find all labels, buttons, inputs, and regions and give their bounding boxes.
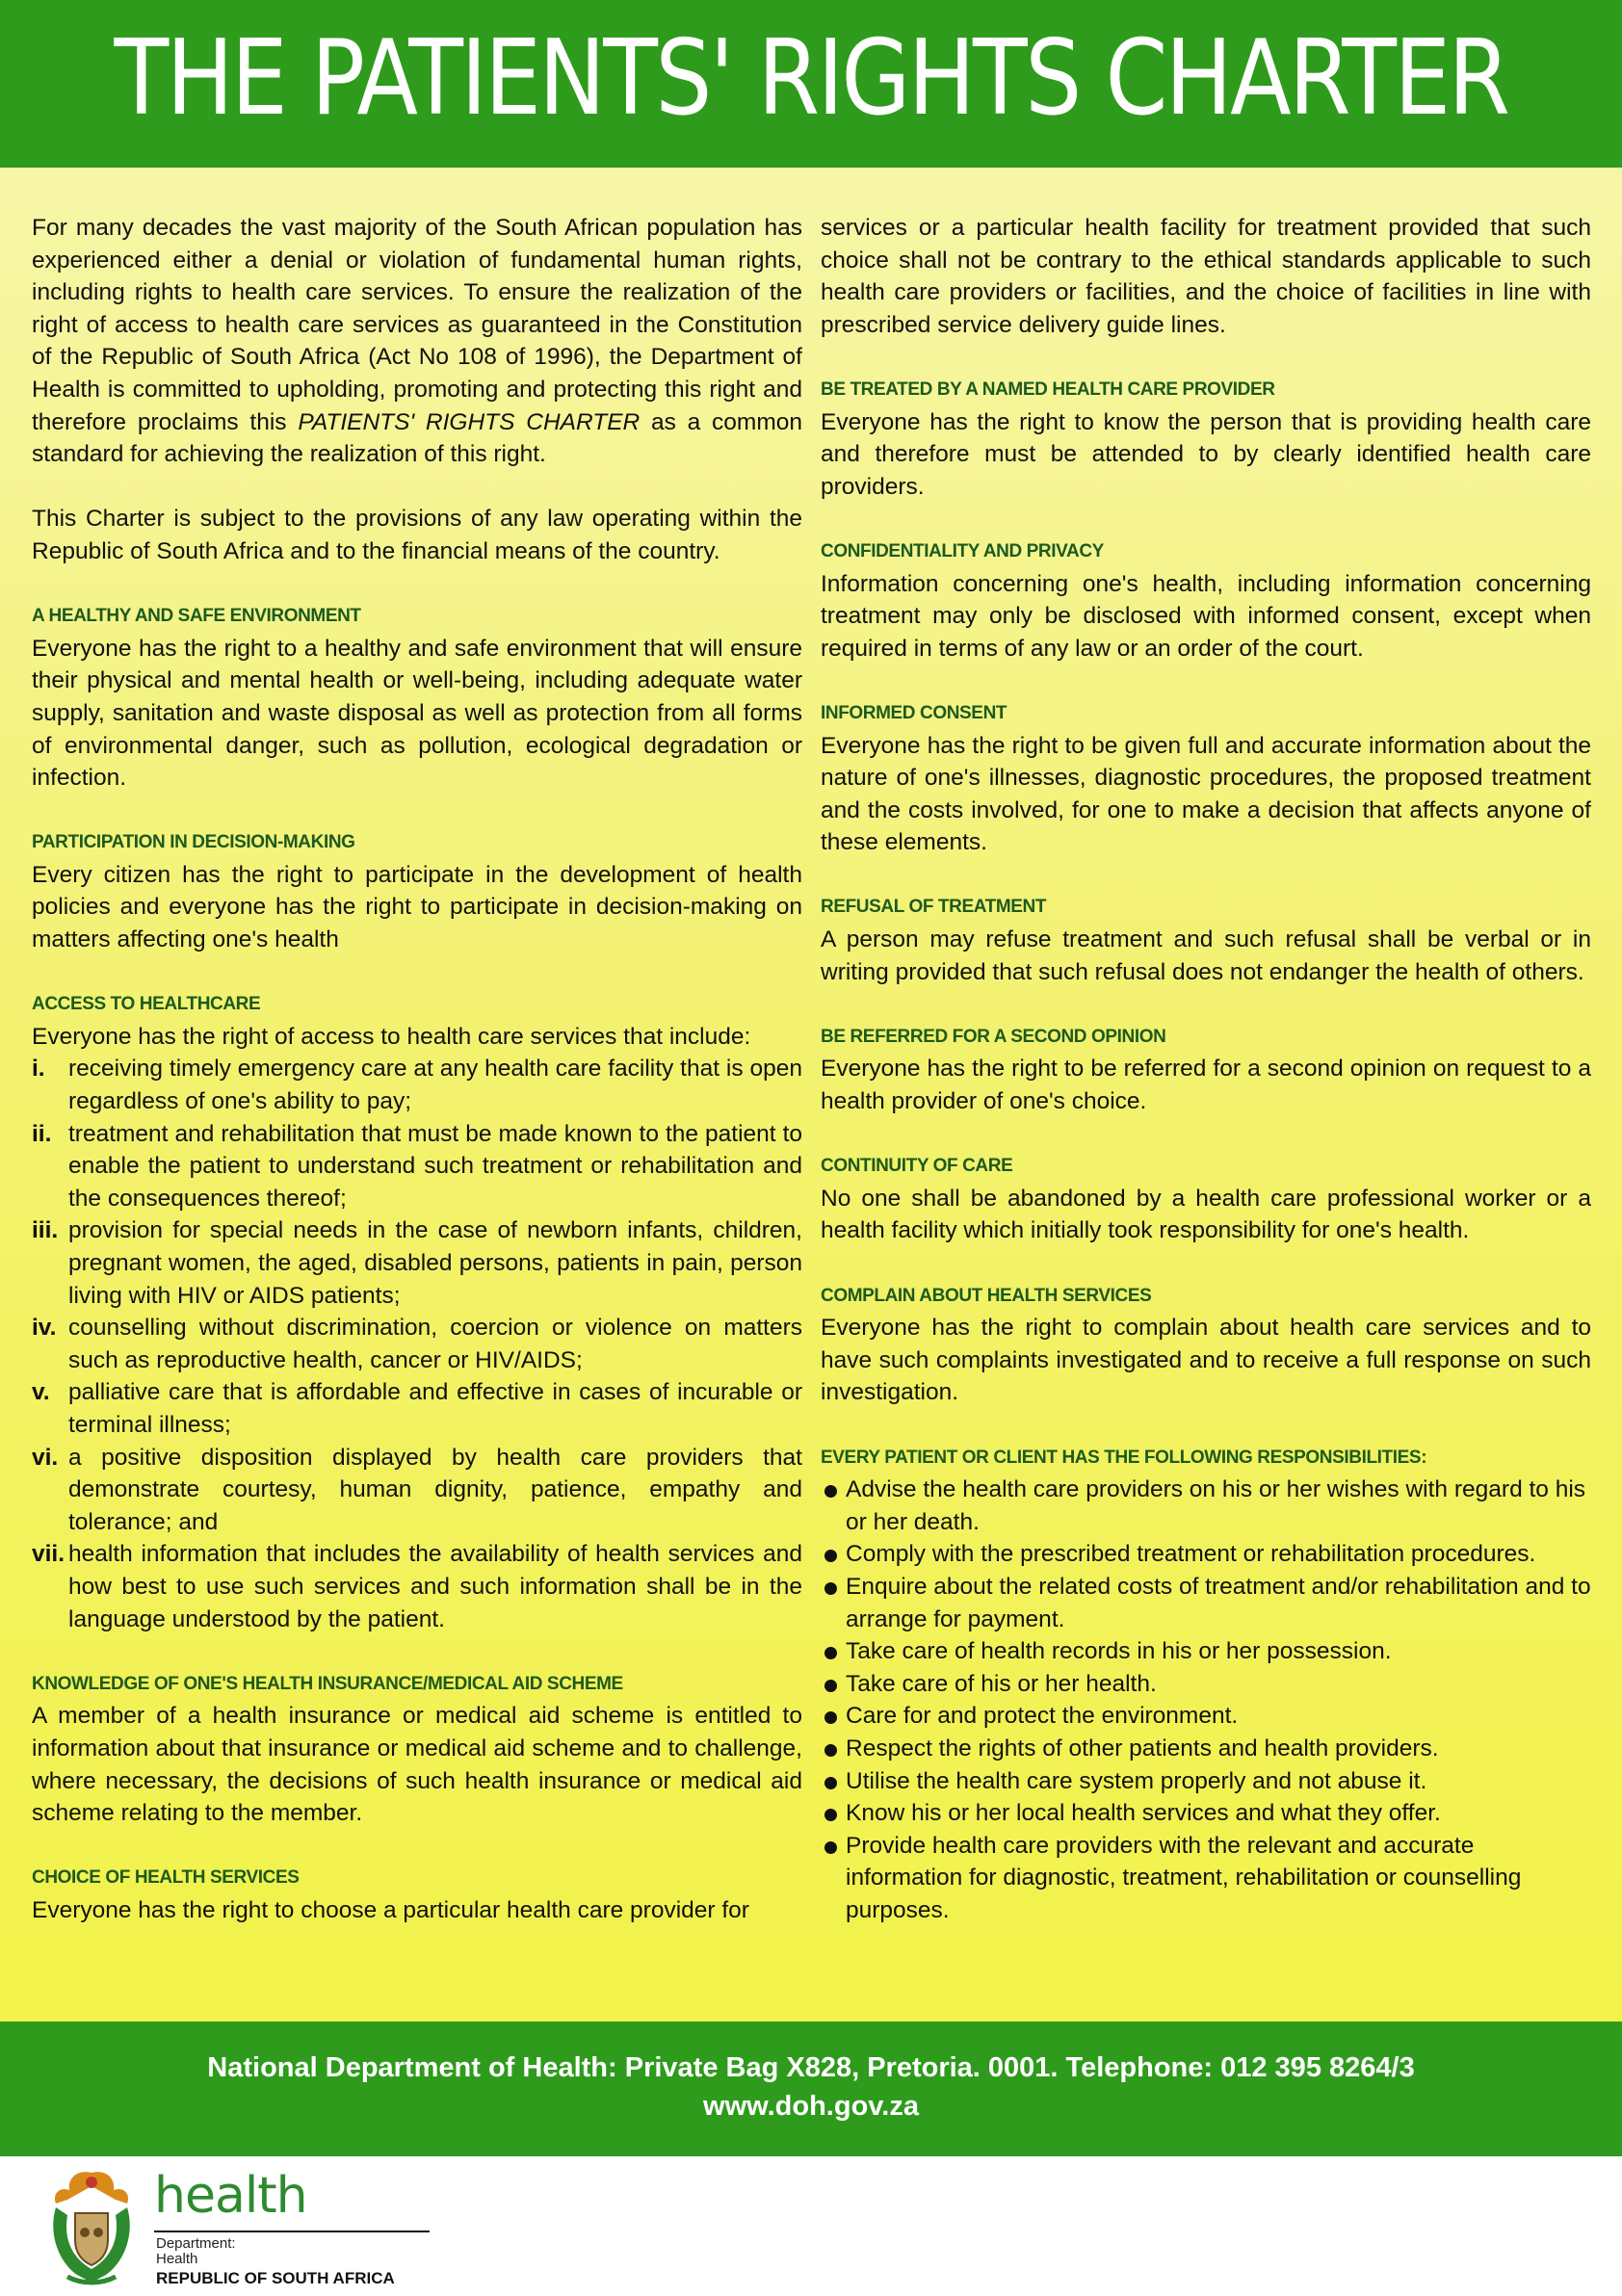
section-insurance-knowledge [32,1668,802,1830]
section-text: Everyone has the right to know the person that is providing health care and therefore must be attended to by clearly identified health care providers. [821,408,1591,500]
list-item: vii. health information that includes the availability of health services and how best to use such services and such information shall be in the language understood by the patient. [32,1541,802,1632]
right-column [821,212,1591,1926]
list-item: iv. counselling without discrimination, coercion or violence on matters such as reproductive health, cancer or HIV/AIDS; [32,1315,802,1373]
section-text: A member of a health insurance or medical aid scheme is entitled to information about that insurance or medical aid scheme and to challenge, where necessary, the decisions of such health insurance or medical aid scheme relating to the member. [32,1703,802,1827]
logo-country: REPUBLIC OF SOUTH AFRICA [156,2269,395,2287]
department-logo [39,2165,424,2290]
list-item: v. palliative care that is affordable and effective in cases of incurable or terminal illness; [32,1379,802,1438]
bullet-icon [824,1744,837,1757]
intro-paragraph-2: This Charter is subject to the provisions of any law operating within the Republic of South Africa and to the financial means of the country. [32,506,802,564]
list-item: Comply with the prescribed treatment or rehabilitation procedures. [821,1538,1591,1571]
section-heading: EVERY PATIENT OR CLIENT HAS THE FOLLOWING RESPONSIBILITIES: [821,1447,1427,1468]
section-heading: A HEALTHY AND SAFE ENVIRONMENT [32,606,361,627]
section-second-opinion [821,1021,1591,1118]
section-heading: ACCESS TO HEALTHCARE [32,994,261,1015]
list-item: vi. a positive disposition displayed by health care providers that demonstrate courtesy, human dignity, patience, empathy and tolerance; and [32,1444,802,1535]
responsibilities-list [821,1474,1591,1926]
bullet-icon [824,1485,837,1498]
bullet-icon [824,1809,837,1821]
section-continuity [821,1150,1591,1247]
charter-name-emphasis: PATIENTS' RIGHTS CHARTER [298,408,641,435]
section-confidentiality [821,535,1591,665]
bullet-icon [824,1841,837,1854]
section-complain [821,1280,1591,1409]
logo-divider [154,2231,430,2232]
logo-wordmark: health [154,2167,307,2225]
bullet-icon [824,1582,837,1595]
list-item: Enquire about the related costs of treatment and/or rehabilitation and to arrange for payment. [821,1571,1591,1635]
list-item: Care for and protect the environment. [821,1700,1591,1733]
section-responsibilities [821,1442,1591,1927]
section-text: Everyone has the right to be referred for a second opinion on request to a health provider of one's choice. [821,1056,1591,1115]
title-banner [0,0,1622,168]
section-heading: CONFIDENTIALITY AND PRIVACY [821,540,1104,561]
section-heading: CHOICE OF HEALTH SERVICES [32,1867,300,1889]
bullet-icon [824,1777,837,1789]
section-heading: REFUSAL OF TREATMENT [821,897,1047,918]
section-heading: INFORMED CONSENT [821,702,1007,723]
section-heading: BE REFERRED FOR A SECOND OPINION [821,1026,1166,1047]
bullet-icon [824,1680,837,1692]
section-text: Everyone has the right to a healthy and safe environment that will ensure their physical and mental health or well-being, including adequate water supply, sanitation and waste disposal as well as protection from all forms of environmental danger, such as pollution, ecological degradation or infection. [32,635,802,792]
section-heading: PARTICIPATION IN DECISION-MAKING [32,832,355,853]
list-item: ii. treatment and rehabilitation that must be made known to the patient to enable the patient to understand such treatment or rehabilitation and the consequences thereof; [32,1120,802,1212]
section-heading: KNOWLEDGE OF ONE'S HEALTH INSURANCE/MEDICAL AID SCHEME [32,1673,623,1694]
section-heading: BE TREATED BY A NAMED HEALTH CARE PROVIDER [821,378,1275,400]
list-item: Take care of health records in his or her possession. [821,1635,1591,1668]
section-text: A person may refuse treatment and such refusal shall be verbal or in writing provided that such refusal does not endanger the health of others. [821,926,1591,985]
contact-footer [0,2022,1622,2156]
section-participation [32,826,802,955]
section-text: Everyone has the right to complain about health care services and to have such complaints investigated and to receive a full response on such investigation. [821,1315,1591,1406]
section-named-provider [821,374,1591,503]
section-choice-of-services [32,1862,802,1926]
coat-of-arms-icon [39,2165,144,2288]
list-item: i. receiving timely emergency care at any health care facility that is open regardless of one's ability to pay; [32,1056,802,1115]
section-access-to-healthcare [32,988,802,1635]
footer-address: National Department of Health: Private Bag X828, Pretoria. 0001. Telephone: 012 395 8264/3 [207,2052,1415,2083]
bullet-icon [824,1647,837,1659]
list-item: Provide health care providers with the relevant and accurate information for diagnostic, treatment, rehabilitation or counselling purposes. [821,1830,1591,1927]
list-item: iii. provision for special needs in the case of newborn infants, children, pregnant women, the aged, disabled persons, patients in pain, person living with HIV or AIDS patients; [32,1217,802,1309]
section-text: Everyone has the right to be given full and accurate information about the nature of one's illnesses, diagnostic procedures, the proposed treatment and the costs involved, for one to make a decision that affects anyone of these elements. [821,732,1591,856]
continued-text: services or a particular health facility for treatment provided that such choice shall not be contrary to the ethical standards applicable to such health care providers or facilities, and the choice of facilities in line with prescribed service delivery guide lines. [821,215,1591,338]
list-item: Know his or her local health services and what they offer. [821,1797,1591,1830]
section-heading: COMPLAIN ABOUT HEALTH SERVICES [821,1285,1152,1306]
bullet-icon [824,1711,837,1724]
list-item: Take care of his or her health. [821,1668,1591,1701]
bullet-icon [824,1550,837,1562]
section-text: Information concerning one's health, including information concerning treatment may only be disclosed with informed consent, except when required in terms of any law or an order of the court. [821,570,1591,662]
list-item: Utilise the health care system properly and not abuse it. [821,1765,1591,1798]
section-healthy-environment [32,600,802,795]
section-text: No one shall be abandoned by a health care professional worker or a health facility which initially took responsibility for one's health. [821,1185,1591,1244]
website-link[interactable]: www.doh.gov.za [703,2091,919,2122]
section-text: Everyone has the right to choose a particular health care provider for [32,1896,749,1923]
section-refusal [821,891,1591,988]
logo-department: Department: Health [156,2235,236,2267]
access-list [32,1053,802,1635]
section-text: Everyone has the right of access to health care services that include: [32,1023,751,1050]
section-heading: CONTINUITY OF CARE [821,1156,1013,1177]
section-text: Every citizen has the right to participate in the development of health policies and everyone has the right to participate in decision-making on matters affecting one's health [32,861,802,953]
left-column [32,212,802,1959]
charter-body [0,168,1622,2022]
list-item: Advise the health care providers on his or her wishes with regard to his or her death. [821,1474,1591,1538]
intro-paragraph: For many decades the vast majority of the South African population has experienced either a denial or violation of fundamental human rights, including rights to health care services. To ensure the realization of the right of access to health care services as guaranteed in the Constitution of the Republic of South Africa (Act No 108 of 1996), the Department of Health is committed to upholding, promoting and protecting this right and therefore proclaims this PATIENTS' RIGHTS CHARTER as a common standard for achieving the realization of this right. [32,215,802,468]
list-item: Respect the rights of other patients and health providers. [821,1733,1591,1765]
section-informed-consent [821,697,1591,859]
page-title: THE PATIENTS' RIGHTS CHARTER [114,18,1508,139]
